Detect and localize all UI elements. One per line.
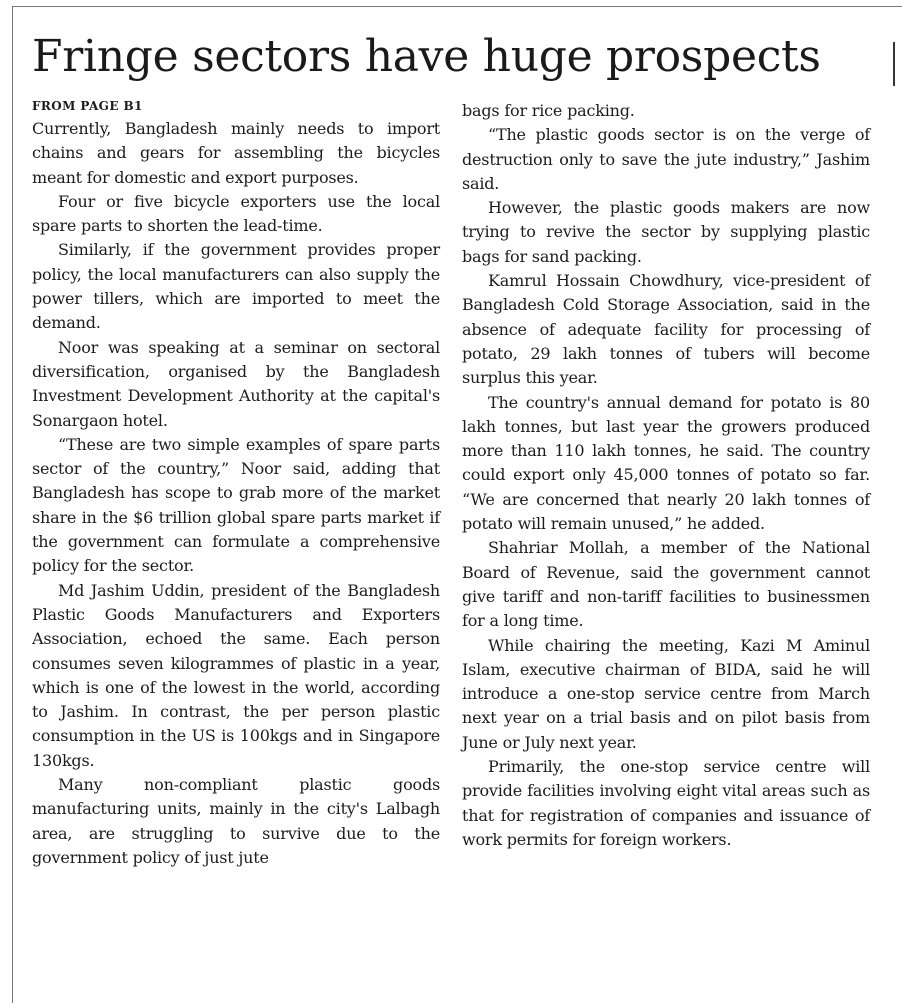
- paragraph: Shahriar Mollah, a member of the National Board of Revenue, said the government cannot give tariff and non-tariff facilities to businessmen for a long time.: [462, 538, 870, 631]
- paragraph: Similarly, if the government provides proper policy, the local manufacturers can also supply the power tillers, which are imported to meet the demand.: [32, 240, 440, 333]
- paragraph: “These are two simple examples of spare parts sector of the country,” Noor said, adding that Bangladesh has scope to grab more of the market share in the $6 trillion global spare parts market if the government can formulate a comprehensive policy for the sector.: [32, 434, 440, 576]
- paragraph: Noor was speaking at a seminar on sectoral diversification, organised by the Bangladesh Investment Development Authority at the capital's Sonargaon hotel.: [32, 337, 440, 430]
- from-page-label: FROM PAGE B1: [32, 99, 143, 113]
- paragraph: bags for rice packing.: [462, 101, 635, 120]
- top-border: [12, 6, 902, 7]
- left-border: [12, 6, 13, 1003]
- paragraph: While chairing the meeting, Kazi M Aminul Islam, executive chairman of BIDA, said he will introduce a one-stop service centre from March next year on a trial basis and on pilot basis from June or July next year.: [462, 635, 870, 752]
- paragraph: Md Jashim Uddin, president of the Bangladesh Plastic Goods Manufacturers and Exporters Association, echoed the same. Each person consumes seven kilogrammes of plastic in a year, which is one of the lowest in the world, according to Jashim. In contrast, the per person plastic consumption in the US is 100kgs and in Singapore 130kgs.: [32, 580, 440, 770]
- paragraph: Primarily, the one-stop service centre will provide facilities involving eight vital areas such as that for registration of companies and issuance of work permits for foreign workers.: [462, 757, 870, 849]
- paragraph: However, the plastic goods makers are now trying to revive the sector by supplying plastic bags for sand packing.: [462, 198, 870, 266]
- paragraph: The country's annual demand for potato is 80 lakh tonnes, but last year the growers produced more than 110 lakh tonnes, he said. The country could export only 45,000 tonnes of potato so far. “We are concerned that nearly 20 lakh tonnes of potato will remain unused,” he added.: [462, 392, 870, 534]
- column-divider-mark: [893, 42, 895, 86]
- paragraph: Currently, Bangladesh mainly needs to import chains and gears for assembling the bicycles meant for domestic and export purposes.: [32, 119, 440, 187]
- paragraph: “The plastic goods sector is on the verge of destruction only to save the jute industry,” Jashim said.: [462, 125, 870, 193]
- article-column-right: [462, 99, 870, 852]
- paragraph: Kamrul Hossain Chowdhury, vice-president of Bangladesh Cold Storage Association, said in the absence of adequate facility for processing of potato, 29 lakh tonnes of tubers will become surplus this year.: [462, 271, 870, 388]
- article-column-left: [32, 98, 440, 870]
- headline: Fringe sectors have huge prospects: [32, 31, 821, 82]
- paragraph: Many non-compliant plastic goods manufacturing units, mainly in the city's Lalbagh area, are struggling to survive due to the government policy of just jute: [32, 775, 440, 867]
- paragraph: Four or five bicycle exporters use the local spare parts to shorten the lead-time.: [32, 191, 440, 236]
